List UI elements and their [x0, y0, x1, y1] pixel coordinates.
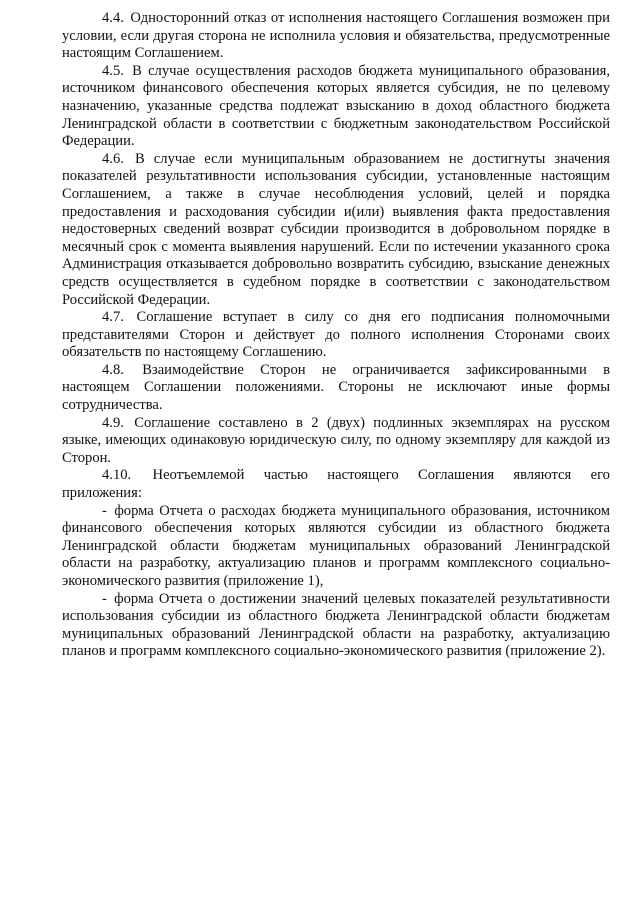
paragraph-text: Неотъемлемой частью настоящего Соглашения являются его приложения: [62, 467, 610, 502]
paragraph-4-9 [62, 415, 610, 468]
document-page [62, 10, 610, 661]
paragraph-number: 4.10. [102, 467, 132, 484]
paragraph-4-10 [62, 467, 610, 502]
list-dash: - [102, 590, 107, 607]
list-item-text: форма Отчета о достижении значений целевых показателей результативности использования субсидии из областного бюджета Ленинградской области бюджетам муниципальных образований Ленинградской области на разработку, актуализацию планов и программ комплексного социально-экономического развития (приложение 2). [62, 590, 610, 660]
paragraph-text: Соглашение вступает в силу со дня его подписания полномочными представителями Сторон и действует до полного исполнения Сторонами своих обязательств по настоящему Соглашению. [62, 309, 610, 361]
paragraph-4-8 [62, 362, 610, 415]
paragraph-4-5 [62, 63, 610, 151]
paragraph-text: В случае если муниципальным образованием не достигнуты значения показателей результативности использования субсидии, установленные настоящим Соглашением, а также в случае несоблюдения условий, целей и порядка предоставления и расходования субсидии и(или) выявления факта предоставления недостоверных сведений возврат субсидии производится в добровольном порядке в месячный срок с момента выявления нарушений. Если по истечении указанного срока Администрация отказывается добровольно возвратить субсидию, взыскание денежных средств осуществляется в судебном порядке в соответствии с законодательством Российской Федерации. [62, 150, 610, 308]
paragraph-number: 4.9. [102, 414, 124, 431]
paragraph-text: Односторонний отказ от исполнения настоящего Соглашения возможен при условии, если другая сторона не исполнила условия и обязательства, предусмотренные настоящим Соглашением. [62, 10, 610, 62]
paragraph-4-7 [62, 309, 610, 362]
paragraph-number: 4.4. [102, 10, 124, 26]
paragraph-number: 4.7. [102, 309, 124, 326]
list-item-appendix-2 [62, 591, 610, 661]
paragraph-number: 4.6. [102, 150, 124, 167]
paragraph-4-6 [62, 151, 610, 309]
paragraph-number: 4.5. [102, 62, 124, 79]
list-item-text: форма Отчета о расходах бюджета муниципального образования, источником финансового обеспечения которых являются субсидии из областного бюджета Ленинградской области бюджетам муниципальных образований Ленинградской области на разработку, актуализацию планов и программ комплексного социально-экономического развития (приложение 1), [62, 502, 610, 589]
paragraph-number: 4.8. [102, 361, 124, 378]
paragraph-text: Соглашение составлено в 2 (двух) подлинных экземплярах на русском языке, имеющих одинаковую юридическую силу, по одному экземпляру для каждой из Сторон. [62, 414, 610, 466]
paragraph-text: В случае осуществления расходов бюджета муниципального образования, источником финансового обеспечения которых является субсидия, не по целевому назначению, указанные средства подлежат взысканию в доход областного бюджета Ленинградской области в соответствии с бюджетным законодательством Российской Федерации. [62, 62, 610, 150]
paragraph-text: Взаимодействие Сторон не ограничивается зафиксированными в настоящем Соглашении положениями. Стороны не исключают иные формы сотрудничества. [62, 361, 610, 414]
paragraph-4-4 [62, 10, 610, 63]
list-item-appendix-1 [62, 503, 610, 591]
list-dash: - [102, 502, 107, 519]
